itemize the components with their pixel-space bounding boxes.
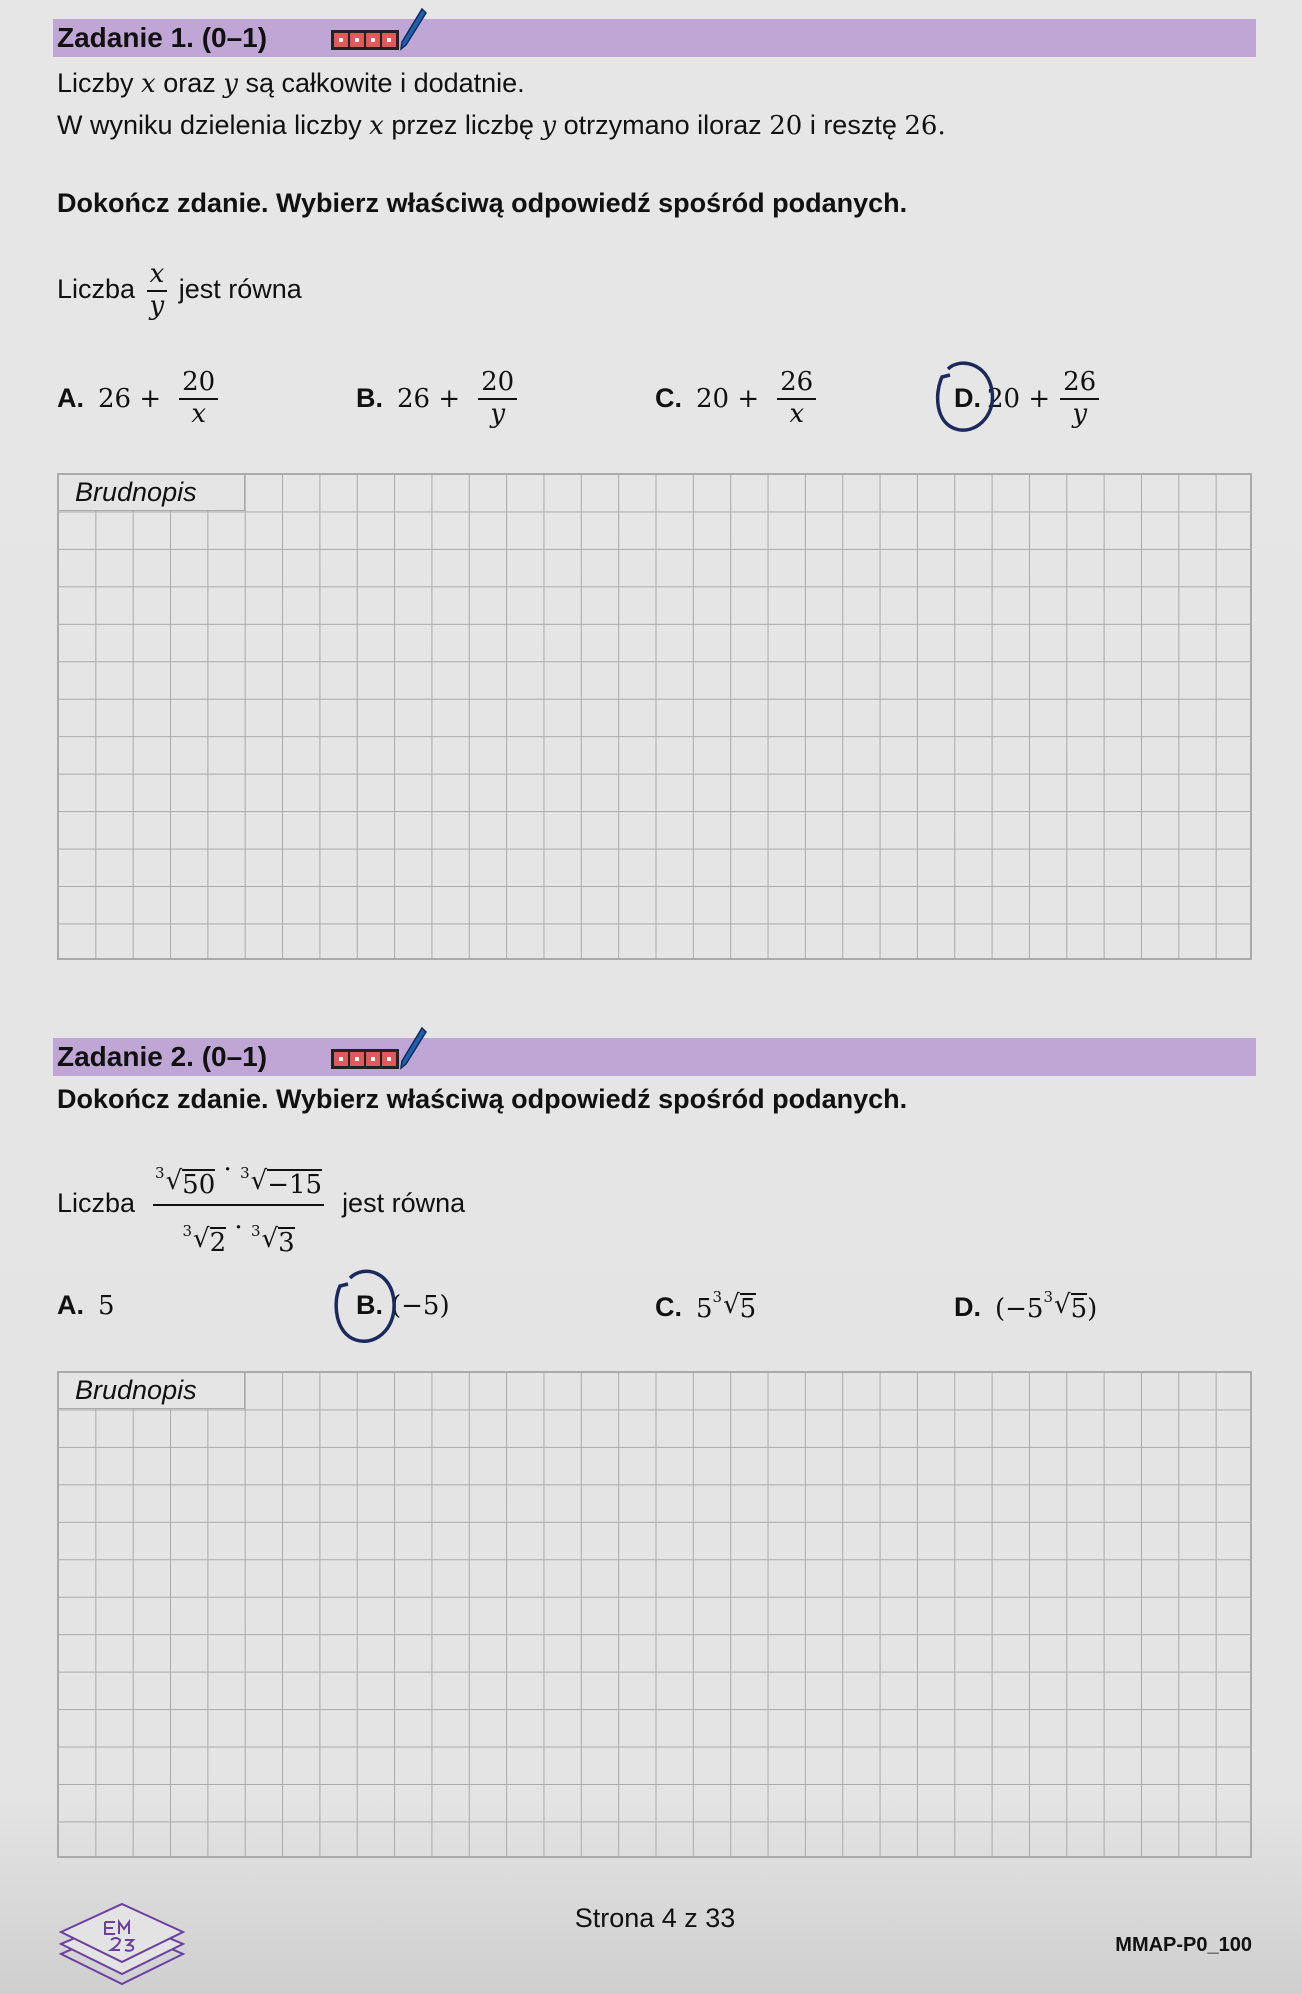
task1-instruction: Dokończ zdanie. Wybierz właściwą odpowiedź spośród podanych. — [57, 188, 908, 218]
score-boxes — [331, 1049, 399, 1069]
handwritten-circle-mark — [930, 355, 1000, 437]
scratchpad-grid-1[interactable] — [57, 473, 1252, 960]
task1-option-a[interactable]: A. 26 + $\frac{20}{x}$ — [57, 368, 222, 430]
page-number: Strona 4 z 33 — [574, 1903, 736, 1933]
task2-title: Zadanie 2. (0–1) — [57, 1041, 268, 1072]
scratchpad-grid-2[interactable] — [57, 1371, 1252, 1858]
task1-stem: Liczba $\frac{x}{y}$ jest równa — [57, 259, 302, 321]
task2-instruction: Dokończ zdanie. Wybierz właściwą odpowiedź spośród podanych. — [57, 1084, 908, 1114]
task1-header — [53, 19, 1256, 57]
pen-icon — [398, 1026, 428, 1072]
task2-stem: Liczba 3 √ 50 · 3 √ −15 3 √ 2 · 3 √ 3 jest równa — [57, 1150, 465, 1257]
task2-option-b[interactable]: B. (−5) — [356, 1290, 450, 1321]
scratchpad-label: Brudnopis — [59, 1373, 245, 1409]
task1-line1: Liczby x oraz y są całkowite i dodatnie. — [57, 68, 525, 99]
handwritten-circle-mark — [330, 1262, 402, 1348]
task1-line2: W wyniku dzielenia liczby x przez liczbę y otrzymano iloraz 20 i resztę 26. — [57, 110, 946, 141]
task1-option-d[interactable]: D. 20 + $\frac{26}{y}$ — [954, 368, 1103, 430]
task2-option-d[interactable]: D. (−5 3 √ 5 ) — [954, 1288, 1098, 1324]
task2-header — [53, 1038, 1256, 1076]
scratchpad-label: Brudnopis — [59, 475, 245, 511]
task1-option-b[interactable]: B. 26 + $\frac{20}{y}$ — [356, 368, 521, 430]
exam-code: MMAP-P0_100 — [1115, 1934, 1252, 1956]
task2-option-c[interactable]: C. 5 3 √ 5 — [655, 1288, 757, 1324]
task2-option-a[interactable]: A. 5 — [57, 1290, 115, 1321]
pen-icon — [398, 7, 428, 53]
task1-title: Zadanie 1. (0–1) — [57, 22, 268, 53]
task1-option-c[interactable]: C. 20 + $\frac{26}{x}$ — [655, 368, 820, 430]
score-boxes — [331, 30, 399, 50]
